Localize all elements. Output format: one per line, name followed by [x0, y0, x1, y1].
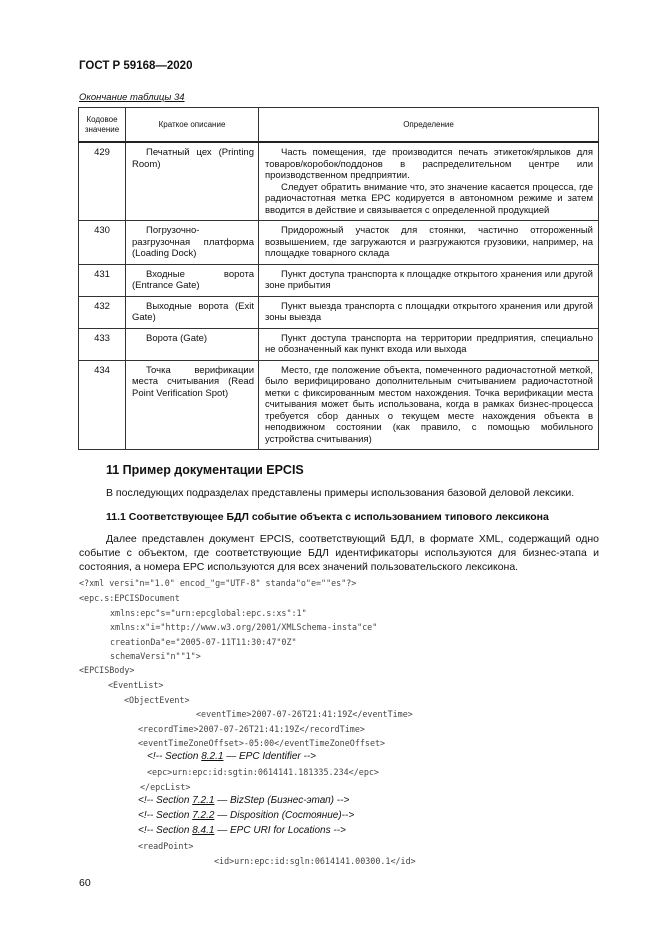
code-line: schemaVersi"n""1">	[110, 651, 201, 661]
table-row	[79, 328, 599, 360]
subsection-title: 11.1 Соответствующее БДЛ событие объекта с использованием типового лексикона	[106, 511, 549, 523]
row-short: Выходные ворота (Exit Gate)	[132, 300, 254, 323]
table-header-row	[79, 108, 599, 143]
subsection-text: Далее представлен документ EPCIS, соответствующий БДЛ, в формате XML, содержащий одно событие с объектом, где соответствующие БДЛ идентификаторы используются для бизнес-этапа и состояния, а номера ЕРС используются для всех значений пользовательского лексикона.	[79, 533, 599, 573]
code-comment: <!-- Section 7.2.1 — BizStep (Бизнес-этап) -->	[138, 795, 350, 806]
code-line: <EPCISBody>	[79, 665, 135, 675]
code-line: </epcList>	[140, 782, 191, 792]
table-row	[79, 360, 599, 450]
col-short-header: Краткое описание	[126, 108, 259, 143]
row-code: 431	[79, 264, 126, 296]
row-code: 432	[79, 296, 126, 328]
code-line: <EventList>	[108, 680, 164, 690]
code-comment: <!-- Section 8.2.1 — EPC Identifier -->	[147, 751, 316, 762]
row-short: Точка верификации места считывания (Read Point Verification Spot)	[132, 364, 254, 399]
row-code: 434	[79, 360, 126, 450]
row-definition-note: Следует обратить внимание что, это значение касается процесса, где радиочастотная метка ЕРС кодируется в автономном режиме и затем вводится в действие и связывается с определенной продукцией	[265, 181, 593, 216]
code-line: creationDa"e="2005-07-11T11:30:47"0Z"	[110, 637, 297, 647]
row-short: Ворота (Gate)	[146, 332, 208, 344]
section-title: 11 Пример документации EPCIS	[106, 463, 304, 477]
table-34	[78, 107, 599, 450]
row-definition: Придорожный участок для стоянки, частично отгороженный возвышением, где загружаются и разгружаются грузовики, например, на площадке товарного склада	[265, 225, 593, 259]
code-line: <id>urn:epc:id:sgln:0614141.00300.1</id>	[214, 856, 416, 866]
row-code: 430	[79, 221, 126, 265]
code-line: <epc.s:EPCISDocument	[79, 593, 180, 603]
row-short: Печатный цех (Printing Room)	[132, 147, 254, 170]
col-definition-header: Определение	[259, 108, 599, 143]
code-line: <ObjectEvent>	[124, 695, 190, 705]
row-definition: Пункт доступа транспорта на территории предприятия, специально не обозначенный как пункт входа или выхода	[265, 332, 593, 355]
standard-header: ГОСТ Р 59168—2020	[79, 60, 193, 72]
row-definition: Пункт выезда транспорта с площадки открытого хранения или другой зоны выезда	[265, 300, 593, 323]
table-row	[79, 221, 599, 265]
code-comment: <!-- Section 7.2.2 — Disposition (Состояние)-->	[138, 810, 355, 821]
row-code: 429	[79, 142, 126, 221]
code-line: <?xml versi"n="1.0" encod_"g="UTF-8" standa"o"e=""es"?>	[79, 578, 357, 588]
row-definition: Пункт доступа транспорта к площадке открытого хранения или другой зоне прибытия	[265, 268, 593, 291]
table-row	[79, 142, 599, 221]
code-line: <eventTime>2007-07-26T21:41:19Z</eventTime>	[196, 709, 413, 719]
row-definition: Часть помещения, где производится печать этикеток/ярлыков для товаров/коробок/поддонов в распределительном центре или производственном предприятии.	[265, 147, 593, 181]
table-caption: Окончание таблицы 34	[79, 92, 185, 103]
row-short: Погрузочно-разгрузочная платформа (Loading Dock)	[132, 225, 254, 259]
col-code-header: Кодовое значение	[79, 108, 126, 143]
page-number: 60	[79, 877, 91, 889]
code-line: <eventTimeZoneOffset>-05:00</eventTimeZoneOffset>	[138, 738, 386, 748]
code-line: xmlns:x"i="http://www.w3.org/2001/XMLSchema-insta"ce"	[110, 622, 378, 632]
row-definition: Место, где положение объекта, помеченного радиочастотной меткой, было верифицировано дополнительным считыванием радиочастотной метки с фиксированным местом нахождения. Точка верификации места считывания может быть использована, когда в рамках бизнес-процесса требуется сбор данных о текущем месте нахождения объекта в неподвижном состоянии (как правило, с помощью мобильного устройства считывания)	[265, 364, 593, 445]
table-row	[79, 296, 599, 328]
code-comment: <!-- Section 8.4.1 — EPC URI for Locations -->	[138, 825, 346, 836]
code-line: <recordTime>2007-07-26T21:41:19Z</recordTime>	[138, 724, 365, 734]
section-intro: В последующих подразделах представлены примеры использования базовой деловой лексики.	[106, 487, 575, 499]
row-code: 433	[79, 328, 126, 360]
table-row	[79, 264, 599, 296]
code-line: <epc>urn:epc:id:sgtin:0614141.181335.234</epc>	[147, 767, 379, 777]
code-line: xmlns:epc"s="urn:epcglobal:epc.s:xs":1"	[110, 608, 307, 618]
code-line: <readPoint>	[138, 841, 194, 851]
row-short: Входные ворота (Entrance Gate)	[132, 268, 254, 291]
